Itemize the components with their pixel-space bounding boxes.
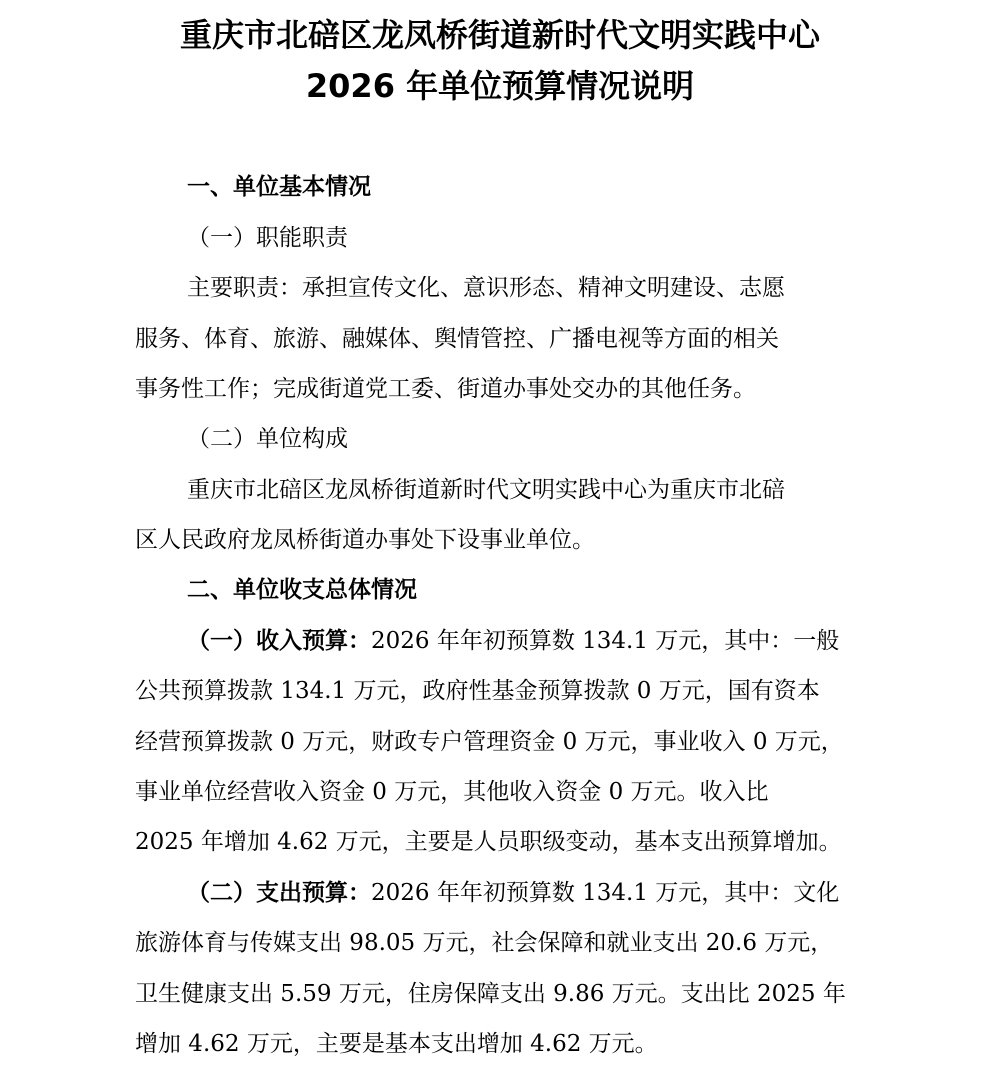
expense-paragraph-line xyxy=(187,878,839,908)
expense-text: 2026 年年初预算数 134.1 万元，其中：文化 xyxy=(371,880,840,906)
document-title-line-1: 重庆市北碚区龙凤桥街道新时代文明实践中心 xyxy=(179,16,820,54)
composition-paragraph-line: 重庆市北碚区龙凤桥街道新时代文明实践中心为重庆市北碚 xyxy=(187,477,785,503)
expense-budget-label: （二）支出预算： xyxy=(187,880,371,906)
income-paragraph-line: 公共预算拨款 134.1 万元，政府性基金预算拨款 0 万元，国有资本 xyxy=(135,678,820,704)
income-text: 2026 年年初预算数 134.1 万元，其中：一般 xyxy=(371,628,840,654)
income-budget-label: （一）收入预算： xyxy=(187,628,371,654)
subsection-heading-duties: （一）职能职责 xyxy=(187,225,348,251)
income-paragraph-line: 经营预算拨款 0 万元，财政专户管理资金 0 万元，事业收入 0 万元， xyxy=(135,729,844,755)
document-title-line-2: 2026 年单位预算情况说明 xyxy=(305,67,695,105)
duties-paragraph-line: 事务性工作；完成街道党工委、街道办事处交办的其他任务。 xyxy=(135,376,756,402)
expense-paragraph-line: 增加 4.62 万元，主要是基本支出增加 4.62 万元。 xyxy=(135,1031,658,1057)
expense-paragraph-line: 卫生健康支出 5.59 万元，住房保障支出 9.86 万元。支出比 2025 年 xyxy=(135,981,846,1007)
section-heading-budget-overview: 二、单位收支总体情况 xyxy=(187,577,417,603)
duties-paragraph-line: 主要职责：承担宣传文化、意识形态、精神文明建设、志愿 xyxy=(187,275,785,301)
composition-paragraph-line: 区人民政府龙凤桥街道办事处下设事业单位。 xyxy=(135,527,595,553)
duties-paragraph-line: 服务、体育、旅游、融媒体、舆情管控、广播电视等方面的相关 xyxy=(135,326,779,352)
section-heading-basic-info: 一、单位基本情况 xyxy=(187,174,371,200)
expense-paragraph-line: 旅游体育与传媒支出 98.05 万元，社会保障和就业支出 20.6 万元， xyxy=(135,930,834,956)
income-paragraph-line: 事业单位经营收入资金 0 万元，其他收入资金 0 万元。收入比 xyxy=(135,779,769,805)
subsection-heading-composition: （二）单位构成 xyxy=(187,426,348,452)
income-paragraph-line xyxy=(187,626,839,656)
income-paragraph-line: 2025 年增加 4.62 万元，主要是人员职级变动，基本支出预算增加。 xyxy=(135,829,842,855)
